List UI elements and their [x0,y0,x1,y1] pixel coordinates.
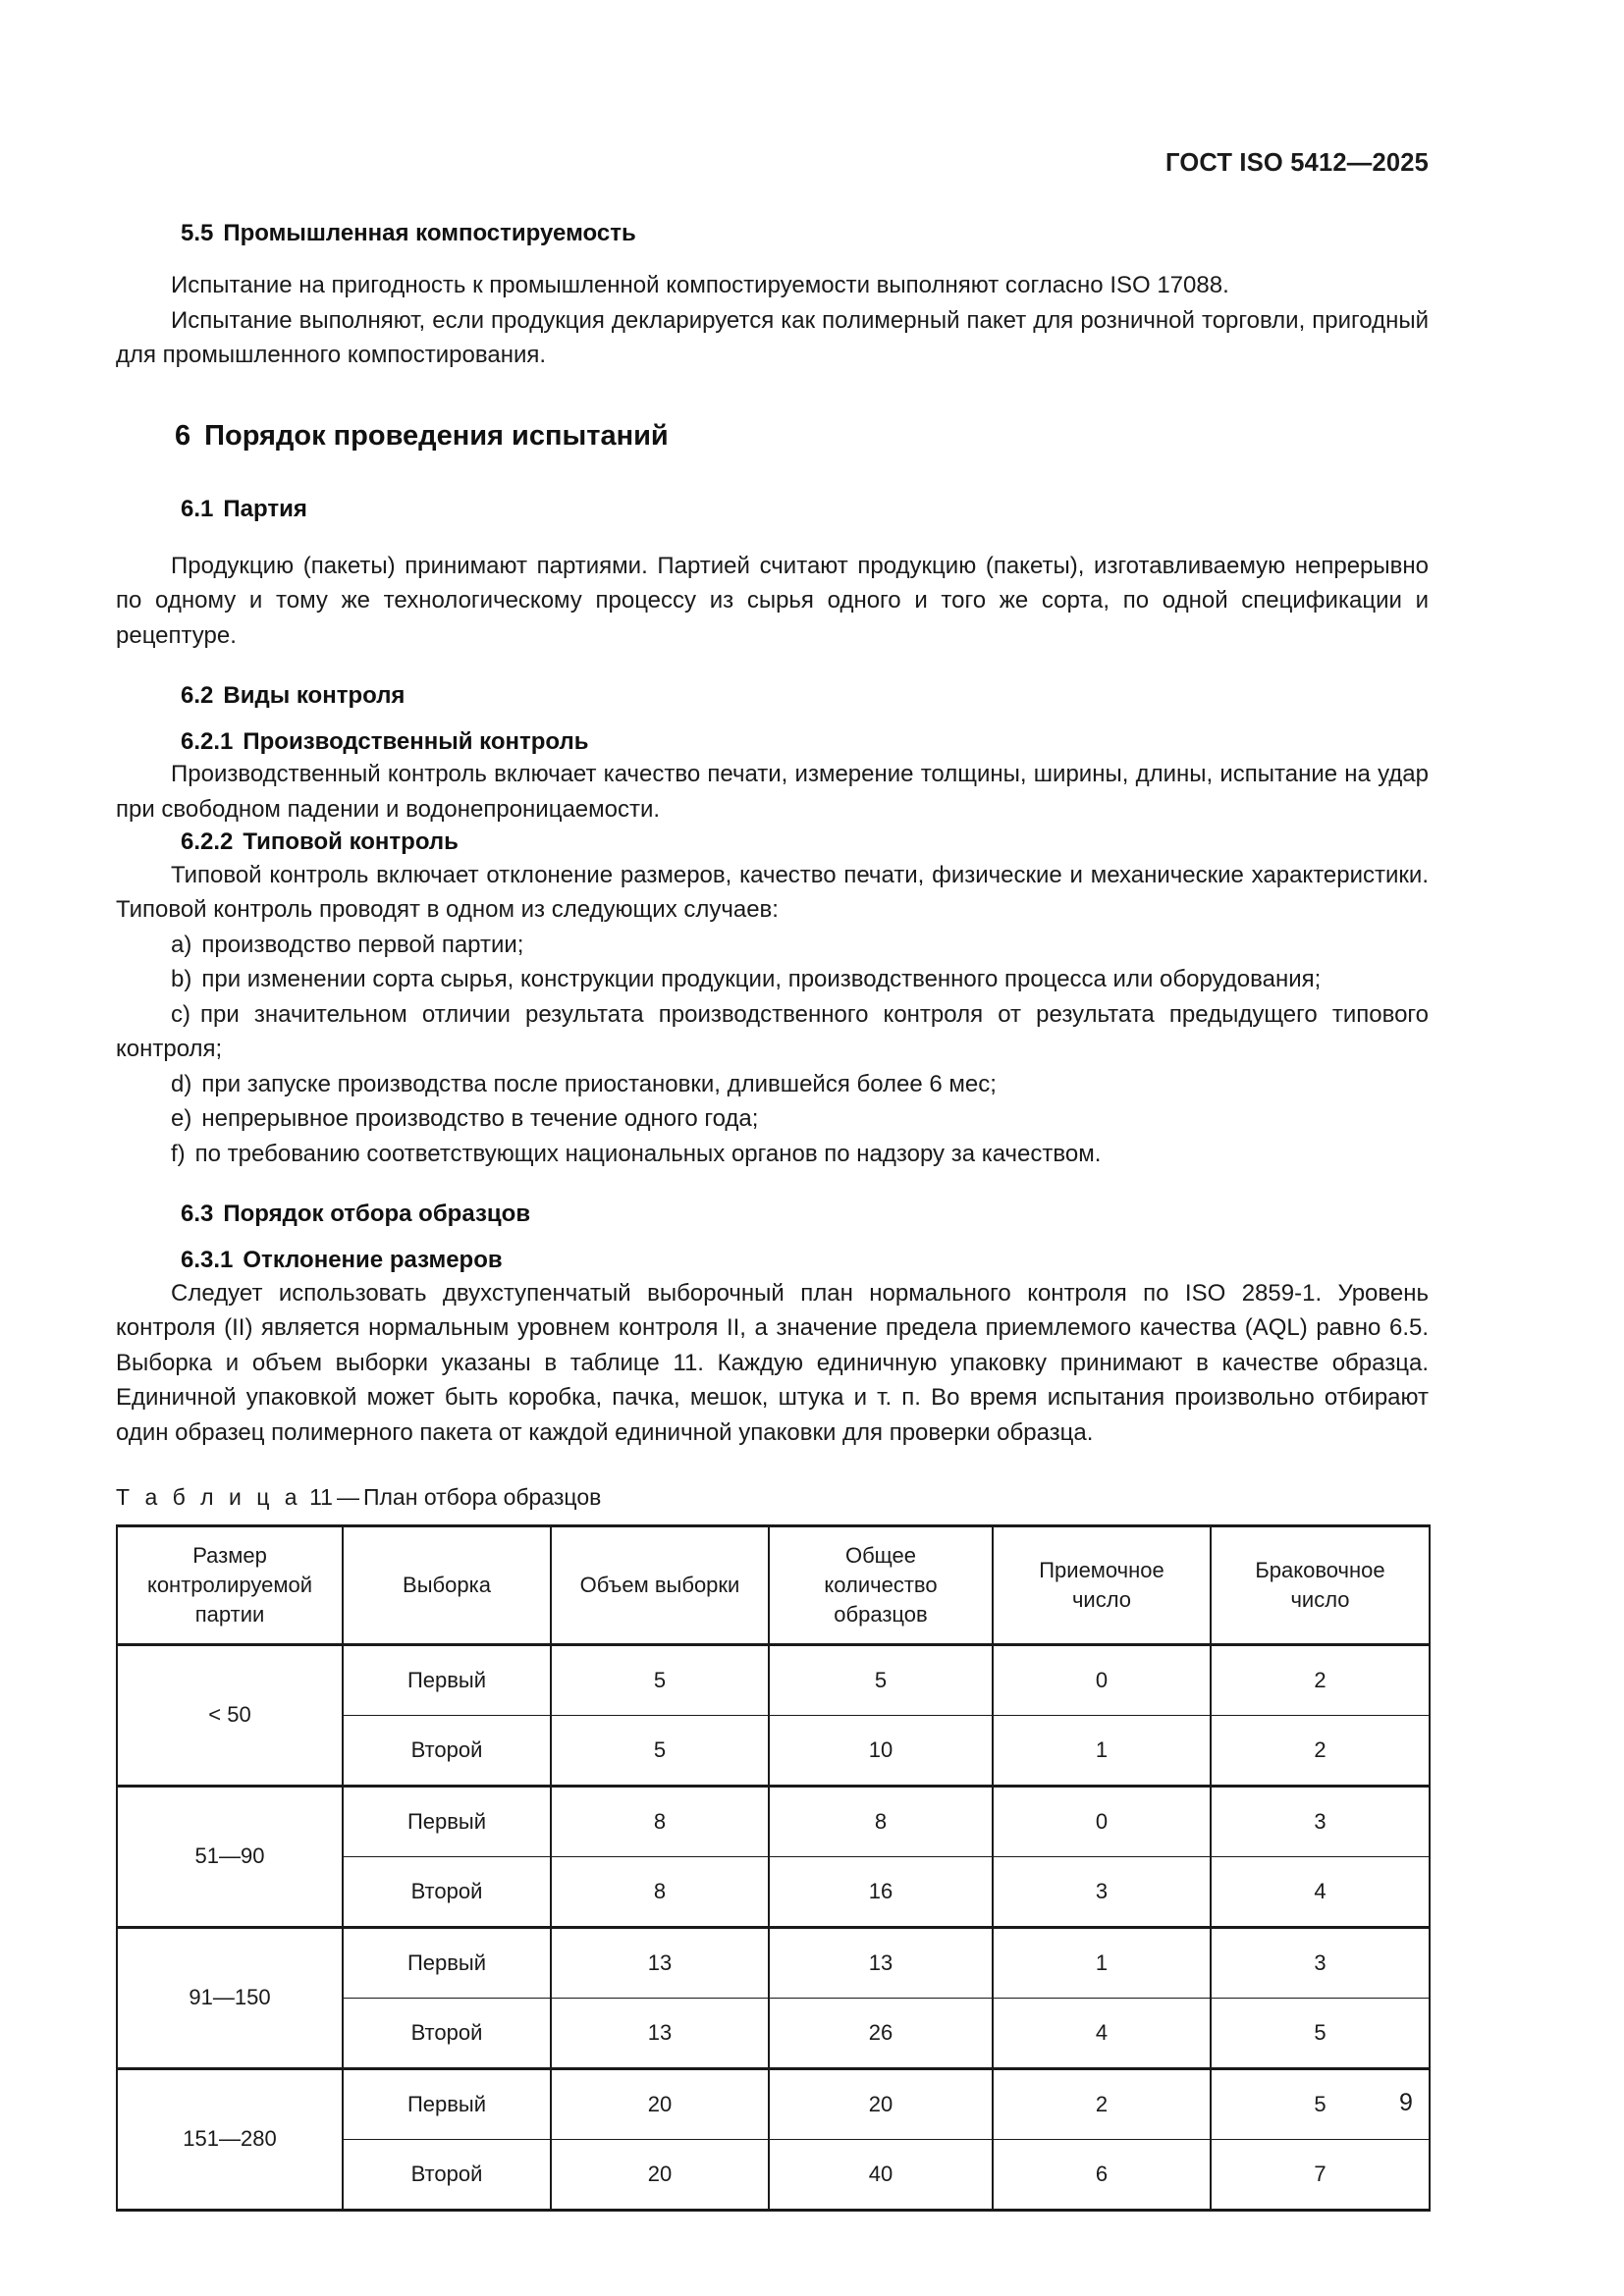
table-header [117,1525,1430,1644]
list-item [116,962,1429,997]
cell-sample-size: 13 [551,1927,769,1998]
clause-title-6-3: Порядок отбора образцов [223,1201,531,1228]
clause-number-6-2-2: 6.2.2 [181,828,234,856]
cell-accept: 3 [993,1856,1211,1927]
cell-sample-size: 20 [551,2139,769,2210]
clause-number-6-2: 6.2 [181,682,214,710]
list-item-text: при запуске производства после приостановки, длившейся более 6 мес; [201,1070,997,1097]
table-caption-word: Т а б л и ц а [116,1484,302,1510]
clause-title-6-2-2: Типовой контроль [243,828,459,856]
cell-stage: Первый [343,1927,551,1998]
paragraph-6-2-2-1: Типовой контроль включает отклонение размеров, качество печати, физические и механические характеристики. Типовой контроль проводят в одном из следующих случаев: [116,861,1429,924]
list-item-text: по требованию соответствующих национальных органов по надзору за качеством. [194,1140,1102,1167]
cell-sample-size: 5 [551,1644,769,1715]
paragraph-5-5-1: Испытание на пригодность к промышленной компостируемости выполняют согласно ISO 17088. [171,272,1229,299]
paragraph-6-1-1: Продукцию (пакеты) принимают партиями. Партией считают продукцию (пакеты), изготавливаемую непрерывно по одному и тому же технологическому процессу из сырья одного и того же сорта, по одной спецификации и рецептуре. [116,552,1429,649]
paragraph-6-2-1-1: Производственный контроль включает качество печати, измерение толщины, ширины, длины, испытание на удар при свободном падении и водонепроницаемости. [116,761,1429,823]
list-item-label: b) [171,966,192,993]
cell-lot-size: 91—150 [117,1927,343,2068]
cell-sample-size: 8 [551,1856,769,1927]
cell-stage: Первый [343,1644,551,1715]
column-header-accept [993,1525,1211,1644]
table-row [117,1927,1430,1998]
clause-number-6-1: 6.1 [181,496,214,523]
paragraph-5-5-2: Испытание выполняют, если продукция декларируется как полимерный пакет для розничной торговли, пригодный для промышленного компостирования. [116,306,1429,369]
list-item-text: при изменении сорта сырья, конструкции продукции, производственного процесса или оборудования; [201,966,1322,993]
table-row [117,2068,1430,2139]
column-header-line: Приемочное [1039,1557,1164,1582]
clause-heading-6-2-1 [116,726,1429,757]
cell-cumulative: 10 [769,1715,993,1786]
column-header-stage [343,1525,551,1644]
list-item-text: производство первой партии; [201,931,524,958]
list-item-label: a) [171,931,192,958]
cell-sample-size: 8 [551,1786,769,1856]
clause-heading-6-1 [116,494,1429,524]
cell-reject: 2 [1211,1644,1430,1715]
clause-heading-6-2-2 [116,827,1429,857]
cell-reject: 7 [1211,2139,1430,2210]
column-header-line: Выборка [403,1572,491,1597]
cell-accept: 1 [993,1927,1211,1998]
cell-reject: 3 [1211,1786,1430,1856]
clause-number-5-5: 5.5 [181,220,214,246]
list-item-label: f) [171,1140,186,1167]
table-caption-title: План отбора образцов [362,1484,602,1510]
list-item-label: e) [171,1105,192,1133]
column-header-line: партии [194,1601,265,1627]
list-item [116,1067,1429,1102]
table-caption-number: 11 [309,1484,333,1510]
cell-lot-size: 151—280 [117,2068,343,2210]
clause-number-6-3: 6.3 [181,1201,214,1228]
cell-reject: 3 [1211,1927,1430,1998]
list-item [116,997,1429,1067]
table-body [117,1644,1430,2210]
page-content [116,218,1429,2212]
column-header-line: Объем выборки [579,1572,740,1597]
table-caption [116,1483,1429,1513]
cell-stage: Второй [343,2139,551,2210]
clause-heading-6-3 [116,1199,1429,1229]
list-item [116,1137,1429,1172]
column-header-line: число [1071,1586,1132,1612]
list-item-label: d) [171,1070,192,1097]
column-header-cumulative [769,1525,993,1644]
cell-accept: 6 [993,2139,1211,2210]
column-header-line: количество [824,1572,938,1597]
list-item [116,1101,1429,1137]
cell-sample-size: 13 [551,1998,769,2068]
table-row [117,1786,1430,1856]
column-header-sample-size [551,1525,769,1644]
clause-number-6-3-1: 6.3.1 [181,1247,234,1274]
list-item-text: при значительном отличии результата производственного контроля от результата предыдущего типового контроля; [116,1000,1429,1063]
column-header-line: число [1290,1586,1350,1612]
cell-lot-size: 51—90 [117,1786,343,1927]
cell-lot-size: < 50 [117,1644,343,1786]
cell-accept: 1 [993,1715,1211,1786]
column-header-line: Общее [844,1542,917,1568]
table-caption-dash: — [336,1484,359,1510]
cell-cumulative: 40 [769,2139,993,2210]
clause-heading-6-2 [116,680,1429,711]
column-header-line: образцов [834,1601,928,1627]
section-number-6: 6 [175,419,191,452]
list-item-label: c) [171,1000,190,1028]
clause-number-6-2-1: 6.2.1 [181,728,234,756]
cell-stage: Первый [343,1786,551,1856]
cell-stage: Второй [343,1856,551,1927]
clause-title-6-3-1: Отклонение размеров [243,1247,503,1274]
cell-cumulative: 8 [769,1786,993,1856]
clause-heading-6-3-1 [116,1245,1429,1275]
cell-stage: Второй [343,1998,551,2068]
cell-stage: Второй [343,1715,551,1786]
cell-accept: 0 [993,1786,1211,1856]
cell-accept: 0 [993,1644,1211,1715]
list-item-text: непрерывное производство в течение одного года; [201,1105,759,1133]
cell-cumulative: 13 [769,1927,993,1998]
cell-cumulative: 5 [769,1644,993,1715]
clause-heading-5-5 [116,218,1429,248]
table-header-row [117,1525,1430,1644]
clause-title-6-2: Виды контроля [223,682,406,710]
section-title-6: Порядок проведения испытаний [204,419,669,452]
clause-title-6-2-1: Производственный контроль [243,728,589,756]
cell-stage: Первый [343,2068,551,2139]
table-sampling-plan [116,1524,1431,2212]
cell-reject: 5 [1211,1998,1430,2068]
cell-reject: 4 [1211,1856,1430,1927]
page-number: 9 [1399,2089,1413,2116]
section-heading-6 [116,418,1429,455]
column-header-lot-size [117,1525,343,1644]
cell-cumulative: 16 [769,1856,993,1927]
paragraph-6-3-1-1: Следует использовать двухступенчатый выборочный план нормального контроля по ISO 2859-1. Уровень контроля (II) является нормальным уровнем контроля II, а значение предела приемлемого качества (AQL) равно 6.5. Выборка и объем выборки указаны в таблице 11. Каждую единичную упаковку принимают в качестве образца. Единичной упаковкой может быть коробка, пачка, мешок, штука и т. п. Во время испытания произвольно отбирают один образец полимерного пакета от каждой единичной упаковки для проверки образца. [116,1279,1429,1446]
cell-sample-size: 5 [551,1715,769,1786]
column-header-reject [1211,1525,1430,1644]
cell-sample-size: 20 [551,2068,769,2139]
column-header-line: контролируемой [146,1572,313,1597]
column-header-line: Браковочное [1255,1557,1385,1582]
list-item [116,928,1429,963]
cell-reject: 2 [1211,1715,1430,1786]
cell-accept: 4 [993,1998,1211,2068]
clause-title-5-5: Промышленная компостируемость [223,220,636,246]
cell-accept: 2 [993,2068,1211,2139]
clause-title-6-1: Партия [223,496,307,523]
table-row [117,1644,1430,1715]
cell-cumulative: 26 [769,1998,993,2068]
running-header-standard-ref: ГОСТ ISO 5412—2025 [1165,149,1429,177]
cell-cumulative: 20 [769,2068,993,2139]
cell-reject: 5 [1211,2068,1430,2139]
column-header-line: Размер [192,1542,267,1568]
